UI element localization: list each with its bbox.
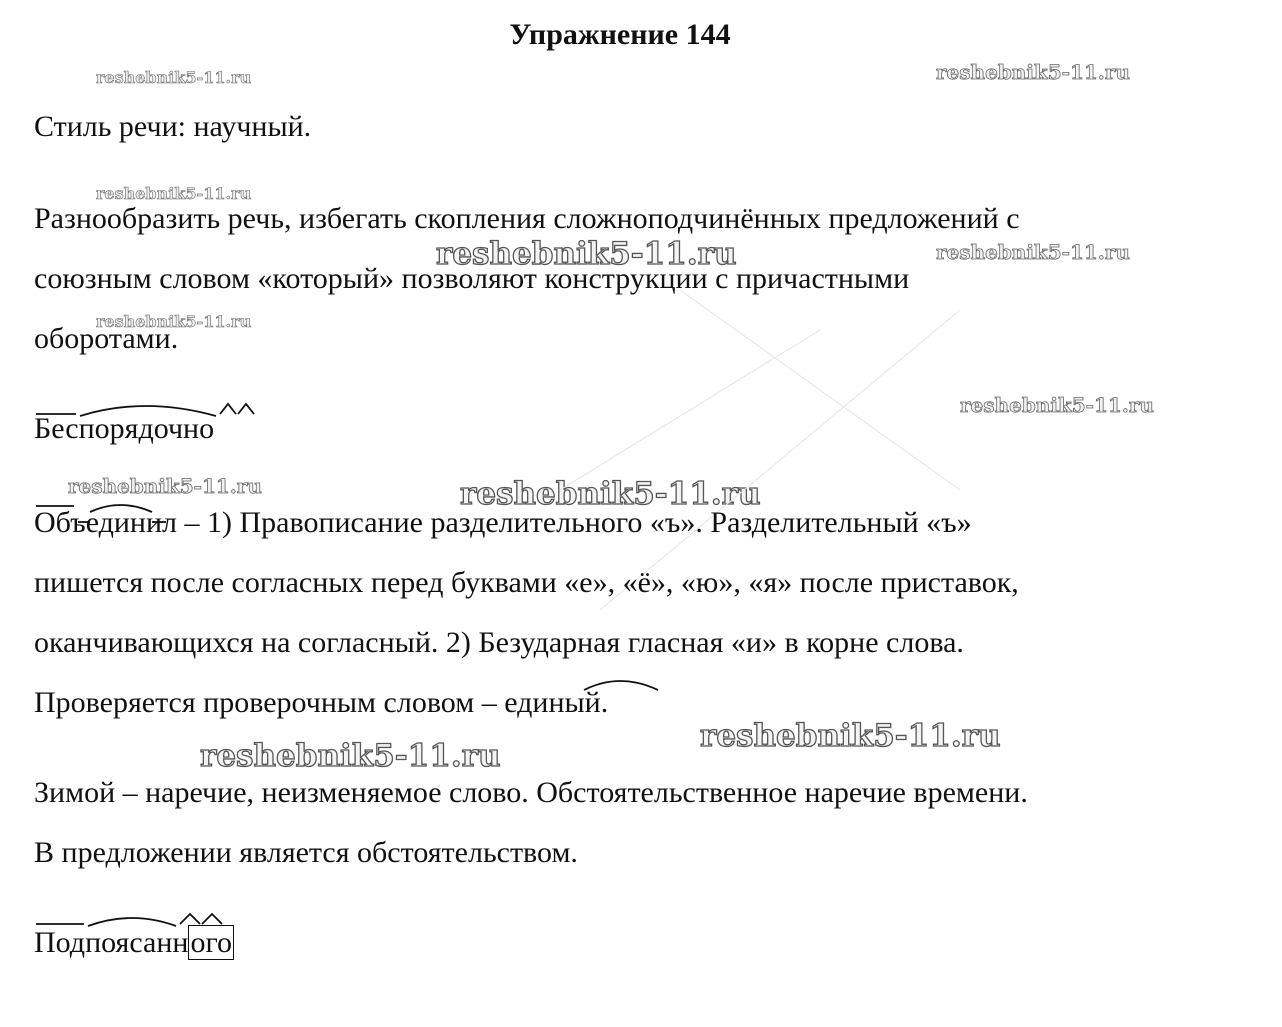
- watermark: reshebnik5-11.ru: [700, 718, 1001, 754]
- text-line: оканчивающихся на согласный. 2) Безударная гласная «и» в корне слова.: [34, 626, 964, 659]
- watermark: reshebnik5-11.ru: [96, 68, 252, 87]
- text-line: Объединил – 1) Правописание разделительного «ъ». Разделительный «ъ»: [34, 506, 972, 539]
- text-line: Зимой – наречие, неизменяемое слово. Обстоятельственное наречие времени.: [34, 776, 1028, 809]
- text-line: пишется после согласных перед буквами «е», «ё», «ю», «я» после приставок,: [34, 566, 1019, 599]
- page-title: Упражнение 144: [509, 18, 731, 51]
- word-podpoyasannogo: [34, 926, 234, 960]
- text-line: Разнообразить речь, избегать скопления сложноподчинённых предложений с: [34, 202, 1020, 235]
- watermark: reshebnik5-11.ru: [960, 393, 1154, 417]
- watermark: reshebnik5-11.ru: [436, 236, 737, 272]
- text-line: Проверяется проверочным словом – единый.: [34, 686, 609, 719]
- word-base: Подпоясанн: [34, 926, 189, 959]
- word-beporyadochno: Беспорядочно: [34, 412, 215, 445]
- watermark: reshebnik5-11.ru: [936, 60, 1130, 84]
- watermark: reshebnik5-11.ru: [936, 240, 1130, 264]
- word-ending-box: ого: [190, 926, 233, 959]
- text-line: союзным словом «который» позволяют конструкции с причастными: [34, 262, 910, 295]
- speech-style-line: Стиль речи: научный.: [34, 110, 312, 143]
- text-line: В предложении является обстоятельством.: [34, 836, 578, 869]
- watermark: reshebnik5-11.ru: [68, 474, 262, 498]
- watermark: reshebnik5-11.ru: [460, 476, 761, 512]
- watermark: reshebnik5-11.ru: [200, 738, 501, 774]
- watermark: reshebnik5-11.ru: [96, 312, 252, 331]
- watermark: reshebnik5-11.ru: [96, 184, 252, 203]
- text-line: оборотами.: [34, 322, 179, 355]
